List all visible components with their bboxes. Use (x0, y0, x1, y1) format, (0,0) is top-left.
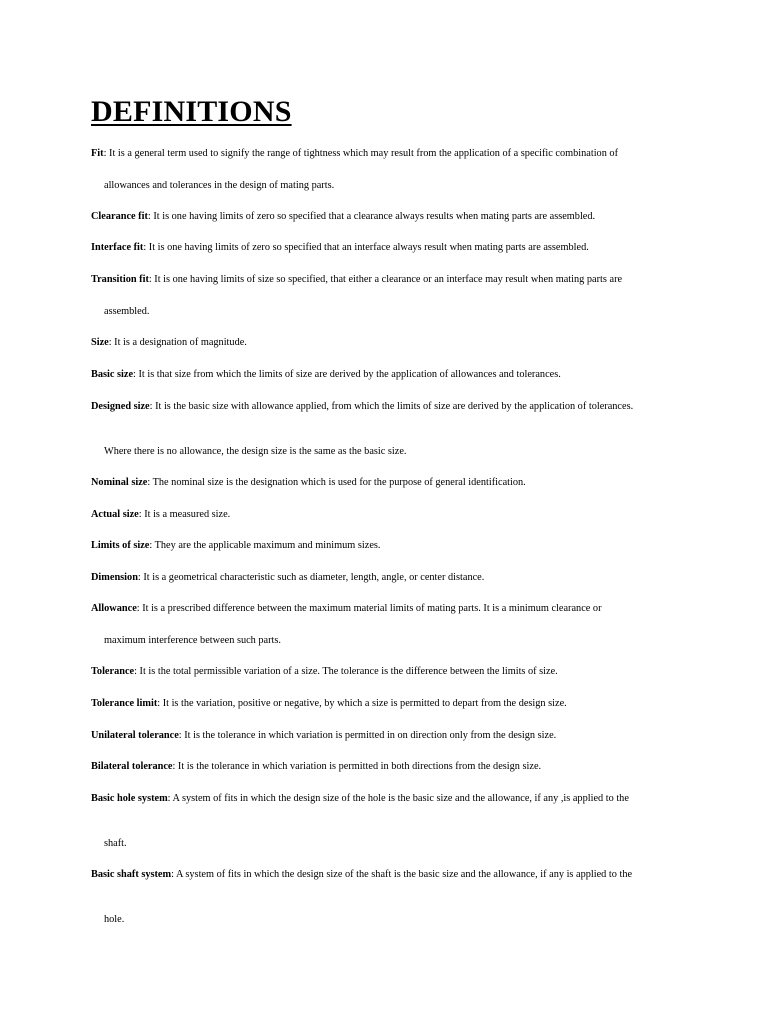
term-basic-size: Basic size (91, 369, 134, 380)
definition-dimension (91, 571, 484, 584)
definition-size (91, 336, 247, 349)
definition-continuation: allowances and tolerances in the design of mating parts. (104, 180, 335, 191)
definition-basic-hole-system (91, 792, 676, 805)
definition-continuation: assembled. (104, 306, 150, 317)
definition-continuation: shaft. (104, 838, 127, 849)
definition-designed-size (91, 400, 676, 413)
term-actual-size: Actual size (91, 509, 139, 520)
definition-continuation: maximum interference between such parts. (104, 635, 281, 646)
definition-fit (91, 147, 618, 160)
definition-text: : The nominal size is the designation which is used for the purpose of general identification. (147, 477, 526, 488)
definition-tolerance-limit (91, 697, 567, 710)
term-dimension: Dimension (91, 572, 138, 583)
definition-basic-shaft-system (91, 868, 676, 881)
definition-text: : It is one having limits of zero so specified that a clearance always results when mating parts are assembled. (147, 211, 596, 222)
term-allowance: Allowance (91, 603, 137, 614)
definition-text: : They are the applicable maximum and minimum sizes. (149, 540, 381, 551)
term-transition-fit: Transition fit (91, 274, 149, 285)
page-title: DEFINITIONS (91, 95, 292, 128)
definition-text: : It is a designation of magnitude. (108, 337, 247, 348)
definition-limits-of-size (91, 539, 381, 552)
definition-clearance-fit (91, 210, 595, 223)
definition-actual-size (91, 508, 230, 521)
definition-text: : It is the variation, positive or negative, by which a size is permitted to depart from the design size. (157, 698, 567, 709)
term-unilateral-tolerance: Unilateral tolerance (91, 730, 179, 741)
definition-text: : It is a measured size. (138, 509, 231, 520)
term-tolerance: Tolerance (91, 666, 135, 677)
definition-transition-fit (91, 273, 622, 286)
definition-continuation: Where there is no allowance, the design size is the same as the basic size. (104, 446, 407, 457)
definition-text: : It is a general term used to signify the range of tightness which may result from the application of a specific combination of (103, 148, 619, 159)
definition-continuation: hole. (104, 914, 125, 925)
term-size: Size (91, 337, 109, 348)
definition-allowance (91, 602, 602, 615)
definition-text: : It is that size from which the limits of size are derived by the application of allowances and tolerances. (133, 369, 561, 380)
term-limits-of-size: Limits of size (91, 540, 150, 551)
definition-text: : It is one having limits of zero so specified that an interface always result when mating parts are assembled. (143, 242, 589, 253)
definition-text: : It is a geometrical characteristic such as diameter, length, angle, or center distance. (137, 572, 485, 583)
definition-text: : It is a prescribed difference between the maximum material limits of mating parts. It is a minimum clearance or (136, 603, 602, 614)
term-basic-hole-system: Basic hole system (91, 793, 168, 804)
term-interface-fit: Interface fit (91, 242, 144, 253)
definition-tolerance (91, 665, 558, 678)
definition-text: : It is the total permissible variation of a size. The tolerance is the difference between the limits of size. (134, 666, 558, 677)
term-clearance-fit: Clearance fit (91, 211, 148, 222)
term-bilateral-tolerance: Bilateral tolerance (91, 761, 173, 772)
term-designed-size: Designed size (91, 401, 150, 412)
term-basic-shaft-system: Basic shaft system (91, 869, 172, 880)
term-fit: Fit (91, 148, 104, 159)
definition-basic-size (91, 368, 561, 381)
definition-text: : It is the tolerance in which variation is permitted in both directions from the design size. (172, 761, 542, 772)
term-tolerance-limit: Tolerance limit (91, 698, 158, 709)
term-nominal-size: Nominal size (91, 477, 148, 488)
definition-text: : A system of fits in which the design size of the hole is the basic size and the allowance, if any ,is applied to the (167, 793, 629, 804)
definition-bilateral-tolerance (91, 760, 541, 773)
definition-text: : It is the tolerance in which variation is permitted in on direction only from the design size. (178, 730, 557, 741)
definition-text: : A system of fits in which the design size of the shaft is the basic size and the allowance, if any is applied to the (171, 869, 633, 880)
definition-unilateral-tolerance (91, 729, 556, 742)
definition-text: : It is one having limits of size so specified, that either a clearance or an interface may result when mating parts are (148, 274, 623, 285)
definition-text: : It is the basic size with allowance applied, from which the limits of size are derived by the application of tolerances. (149, 401, 634, 412)
definition-nominal-size (91, 476, 526, 489)
definition-interface-fit (91, 241, 589, 254)
